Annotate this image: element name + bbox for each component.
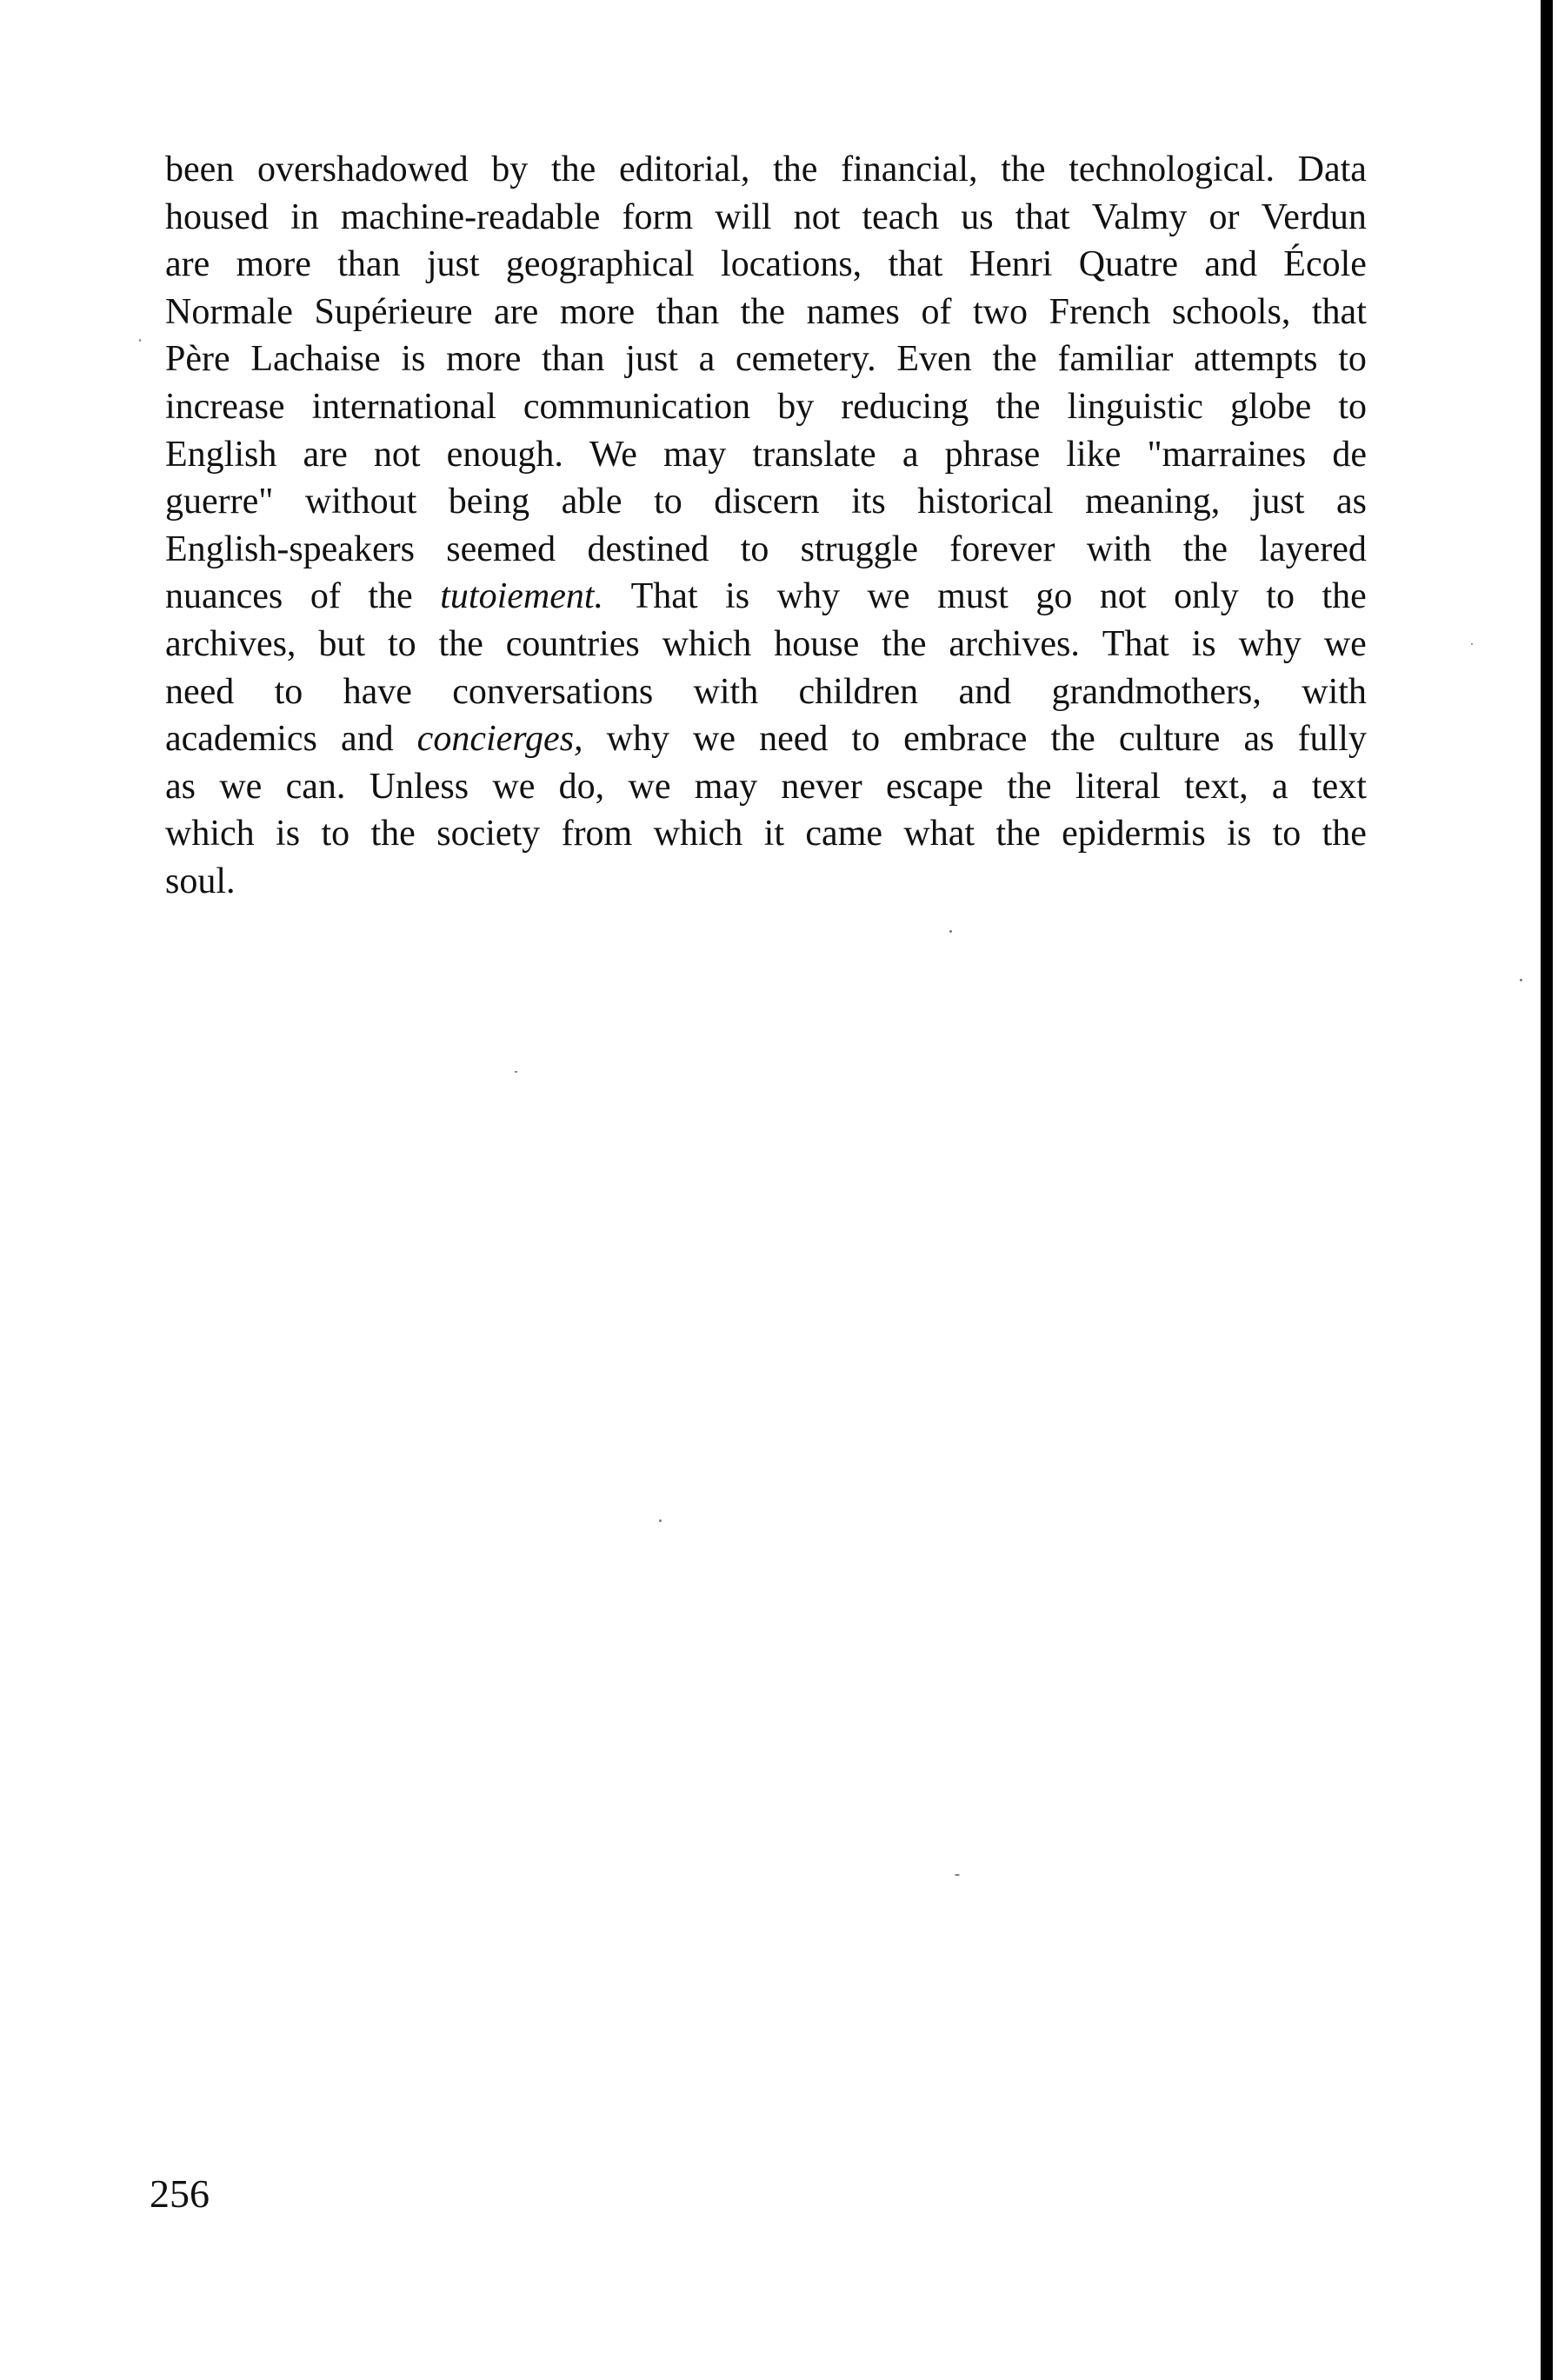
word: to [1338,386,1367,427]
word: a [698,339,716,380]
word: English [165,434,277,475]
word: than [542,339,605,380]
scan-speck [659,1519,662,1522]
word: machine-readable [340,196,601,237]
word: more [236,244,311,285]
word: phrase [944,434,1041,475]
word: than [656,291,720,332]
word: a [1271,766,1288,807]
word: technological. [1069,150,1275,189]
word: cemetery. [736,339,876,380]
text-line [165,763,1367,811]
word: reducing [841,386,969,427]
text-line [165,146,1367,194]
word: to [321,814,350,854]
text-line [165,194,1367,242]
word: what [903,814,975,854]
word: its [851,482,886,522]
page-number: 256 [150,2171,210,2216]
word: Unless [369,766,469,807]
word: as [1243,719,1275,760]
word: the [1050,719,1095,760]
word: destined [587,529,709,569]
word: the [995,814,1041,854]
word: form [622,196,694,237]
word: than [337,244,401,285]
word: are [494,291,539,332]
word: the [368,576,413,617]
word: countries [505,623,640,664]
page-edge-shadow [1541,0,1553,2380]
word: nuances [165,576,283,617]
word: Normale [165,291,293,332]
word: we [628,766,671,807]
text-line [165,621,1367,668]
word: to [740,529,769,569]
word: is [725,576,750,617]
word: two [973,291,1029,332]
scan-speck [1520,979,1522,981]
word: seemed [446,529,556,569]
word: French [1049,291,1151,332]
word: a [902,434,919,475]
word: layered [1259,529,1367,569]
word: able [561,482,623,522]
word: the [550,150,596,189]
word: but [318,623,366,664]
word: and [958,671,1012,712]
word: we [693,719,736,760]
word: us [961,196,994,237]
word: teach [862,196,940,237]
word: are [303,434,348,475]
word: the [370,814,416,854]
word: just [1251,482,1305,522]
text-line [165,526,1367,574]
word: will [715,196,772,237]
word: not [793,196,841,237]
word: house [774,623,860,664]
word: the [1182,529,1228,569]
word: soul. [165,861,236,901]
word: That [1102,623,1169,664]
word: that [1311,291,1367,332]
word: and [340,719,394,760]
word: we [1323,623,1367,664]
word: attempts [1194,339,1318,380]
scan-speck [515,1071,517,1073]
word: archives, [165,623,296,664]
word: meaning, [1085,482,1221,522]
word: the [992,339,1037,380]
word: struggle [800,529,918,569]
word: overshadowed [256,150,469,189]
word: is [1191,623,1216,664]
scan-speck [1471,643,1473,645]
word: been [165,150,235,189]
word: do, [558,766,605,807]
scan-speck [955,1874,960,1876]
word: with [693,671,759,712]
word: is [276,814,301,854]
word: the [995,386,1041,427]
word: and [1204,244,1257,285]
word: historical [917,482,1054,522]
word: more [559,291,636,332]
word: Henri [969,244,1053,285]
word: with [1086,529,1152,569]
word: with [1302,671,1367,712]
text-line [165,478,1367,526]
word: never [781,766,862,807]
word: increase [165,386,285,427]
word: international [311,386,496,427]
word: forever [949,529,1055,569]
word: is [1227,814,1252,854]
word: children [798,671,919,712]
word: communication [523,386,751,427]
word: Data [1297,150,1367,189]
text-line [165,289,1367,336]
word: Valmy [1091,196,1188,237]
word: it [763,814,785,854]
word: the [1322,814,1367,854]
word: like [1066,434,1122,475]
word: geographical [505,244,695,285]
body-paragraph [165,146,1367,906]
word: academics [165,719,317,760]
word: not [373,434,421,475]
word: linguistic [1067,386,1203,427]
word: which [653,814,743,854]
word: Père [165,339,230,380]
word: schools, [1171,291,1291,332]
word: without [304,482,417,522]
text-line [165,431,1367,479]
word: just [426,244,480,285]
word: why [776,576,840,617]
word: the [740,291,785,332]
text-line [165,336,1367,383]
word: to [387,623,416,664]
word: escape [886,766,983,807]
word: by [777,386,815,427]
word: why [1238,623,1302,664]
word: is [401,339,426,380]
word: by [491,150,529,189]
word: epidermis [1062,814,1206,854]
text-line [165,715,1367,763]
word: the [1007,766,1052,807]
word: the [1001,150,1046,189]
word: locations, [721,244,862,285]
word: École [1283,244,1367,285]
word: Quatre [1078,244,1179,285]
word: which [165,814,255,854]
word: that [1015,196,1070,237]
word: need [165,671,235,712]
word: embrace [903,719,1028,760]
word: not [1099,576,1147,617]
word: English-speakers [165,529,415,569]
word: archives. [949,623,1080,664]
word: fully [1297,719,1367,760]
word: as [165,766,196,807]
word: society [436,814,541,854]
word: just [625,339,678,380]
word: That [630,576,698,617]
word: housed [165,196,269,237]
word: grandmothers, [1051,671,1262,712]
word: may [694,766,758,807]
word: came [805,814,882,854]
word: that [888,244,943,285]
word: culture [1118,719,1221,760]
word: the [1322,576,1367,617]
word: concierges, [416,719,583,760]
word: discern [714,482,820,522]
word: we [867,576,910,617]
word: Even [896,339,972,380]
word: from [561,814,633,854]
word: guerre" [165,482,274,522]
word: the [438,623,483,664]
word: to [1338,339,1367,380]
word: need [759,719,829,760]
word: globe [1229,386,1312,427]
word: de [1332,434,1367,475]
word: as [1335,482,1367,522]
word: familiar [1057,339,1174,380]
word: We [589,434,637,475]
word: to [1272,814,1302,854]
text-line [165,383,1367,431]
word: or [1208,196,1240,237]
word: have [343,671,412,712]
word: translate [752,434,876,475]
word: literal [1075,766,1161,807]
word: to [654,482,682,522]
text-line [165,573,1367,621]
word: names [806,291,900,332]
word: more [446,339,522,380]
word: conversations [452,671,654,712]
word: Verdun [1261,196,1367,237]
word: editorial, [618,150,750,189]
text-line [165,858,1367,906]
word: only [1174,576,1239,617]
word: to [851,719,881,760]
word: go [1035,576,1073,617]
word: may [663,434,727,475]
scan-speck [139,339,141,342]
word: which [662,623,752,664]
word: text [1311,766,1367,807]
word: the [882,623,927,664]
word: are [165,244,210,285]
word: text, [1184,766,1248,807]
word: can. [285,766,346,807]
word: to [274,671,303,712]
word: must [937,576,1009,617]
scan-speck [949,930,952,933]
word: being [448,482,530,522]
word: we [492,766,536,807]
text-line [165,668,1367,716]
word: in [290,196,319,237]
word: Lachaise [250,339,381,380]
word: tutoiement. [440,576,604,617]
word: enough. [446,434,563,475]
word: of [310,576,341,617]
word: to [1266,576,1295,617]
word: of [921,291,952,332]
text-line [165,241,1367,289]
word: financial, [841,150,978,189]
word: the [773,150,818,189]
word: Supérieure [314,291,473,332]
text-line [165,810,1367,858]
word: why [606,719,669,760]
word: "marraines [1147,434,1307,475]
word: we [219,766,263,807]
